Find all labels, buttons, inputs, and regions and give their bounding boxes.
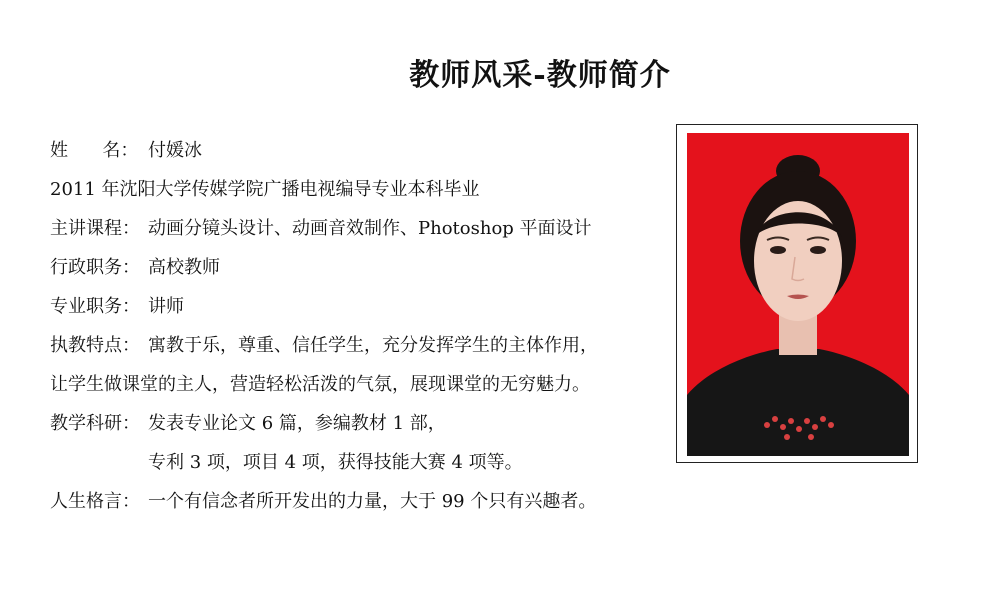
admin-value: 高校教师 xyxy=(148,257,220,278)
name-value: 付媛冰 xyxy=(148,140,202,161)
motto-value: 一个有信念者所开发出的力量，大于 99 个只有兴趣者。 xyxy=(148,491,597,512)
admin-label: 行政职务： xyxy=(50,257,140,278)
courses-value: 动画分镜头设计、动画音效制作、Photoshop 平面设计 xyxy=(148,218,592,239)
page-title: 教师风采-教师简介 xyxy=(409,58,671,93)
admin-row xyxy=(50,253,660,292)
name-row xyxy=(50,136,660,175)
profile-info xyxy=(50,136,660,526)
professional-title-row xyxy=(50,292,660,331)
professional-title-label: 专业职务： xyxy=(50,296,140,317)
right-eye xyxy=(810,246,826,254)
teaching-row-continued xyxy=(50,370,660,409)
research-value-2: 专利 3 项，项目 4 项，获得技能大赛 4 项等。 xyxy=(148,452,523,473)
photo-frame xyxy=(676,124,918,463)
teaching-value-1: 寓教于乐，尊重、信任学生，充分发挥学生的主体作用， xyxy=(148,335,598,356)
teaching-row xyxy=(50,331,660,370)
portrait-image xyxy=(687,133,909,456)
teaching-label: 执教特点： xyxy=(50,335,140,356)
research-label: 教学科研： xyxy=(50,413,140,434)
research-row xyxy=(50,409,660,448)
portrait-photo xyxy=(687,133,909,456)
courses-label: 主讲课程： xyxy=(50,218,140,239)
graduation-row xyxy=(50,175,660,214)
professional-title-value: 讲师 xyxy=(148,296,184,317)
research-row-continued xyxy=(50,448,660,487)
motto-label: 人生格言： xyxy=(50,491,140,512)
research-value-1: 发表专业论文 6 篇，参编教材 1 部， xyxy=(148,413,446,434)
left-eye xyxy=(770,246,786,254)
motto-row xyxy=(50,487,660,526)
courses-row xyxy=(50,214,660,253)
name-label: 姓 名： xyxy=(50,140,139,161)
graduation-text: 2011 年沈阳大学传媒学院广播电视编导专业本科毕业 xyxy=(50,179,480,200)
teaching-value-2: 让学生做课堂的主人，营造轻松活泼的气氛，展现课堂的无穷魅力。 xyxy=(50,374,590,395)
